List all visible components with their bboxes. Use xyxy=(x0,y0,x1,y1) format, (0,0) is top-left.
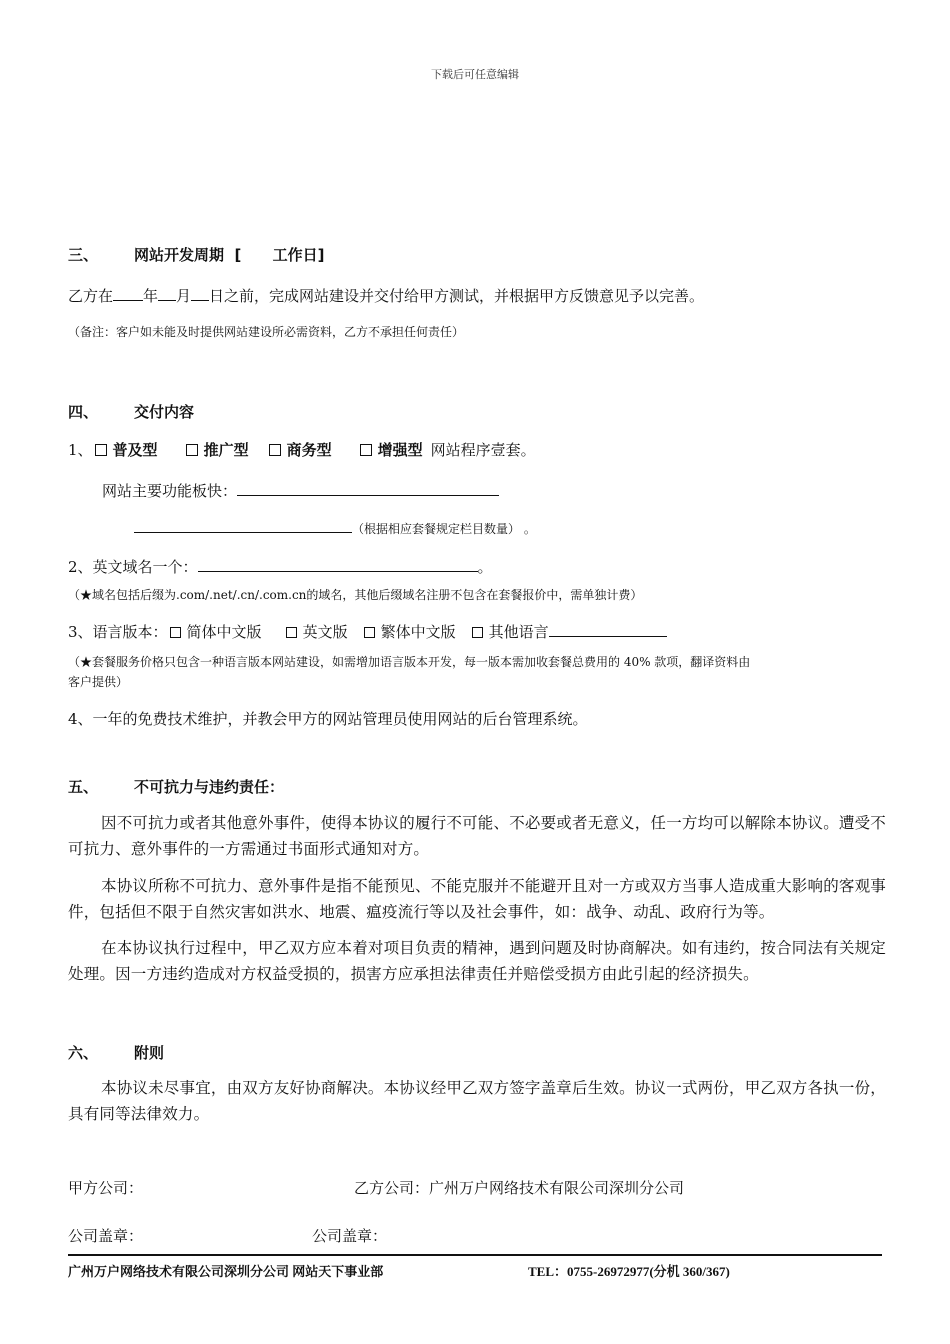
package-line xyxy=(68,439,536,460)
modules-blank-2[interactable] xyxy=(134,518,352,533)
year-blank[interactable] xyxy=(113,286,143,301)
party-a-company: 甲方公司： xyxy=(68,1179,144,1197)
section-4-title: 交付内容 xyxy=(134,403,195,421)
schedule-text-b: 年 xyxy=(143,287,159,305)
section-5-number: 五、 xyxy=(68,778,99,796)
party-b-company: 乙方公司：广州万户网络技术有限公司深圳分公司 xyxy=(354,1179,685,1197)
watermark-text: 下载后可任意编辑 xyxy=(431,68,519,81)
force-majeure-paragraph-3: 在本协议执行过程中，甲乙双方应本着对项目负责的精神，遇到问题及时协商解决。如有违约，按合同法有关规定处理。因一方违约造成对方权益受损的，损害方应承担法律责任并赔偿受损方由此引起的经济损失。 xyxy=(68,939,887,983)
domain-label: 2、英文域名一个： xyxy=(68,558,198,576)
footer-company: 广州万户网络技术有限公司深圳分公司 网站天下事业部 xyxy=(68,1264,384,1279)
section-4-heading xyxy=(68,401,194,422)
modules-line-2 xyxy=(134,518,536,537)
party-a-seal: 公司盖章： xyxy=(68,1227,144,1245)
checkbox-package-basic[interactable] xyxy=(95,444,107,456)
package-enhanced-label: 增强型 xyxy=(377,441,423,459)
modules-line xyxy=(102,480,499,501)
footer-divider xyxy=(68,1254,882,1256)
section-3-heading xyxy=(68,244,325,265)
day-blank[interactable] xyxy=(191,286,209,301)
checkbox-lang-english[interactable] xyxy=(286,627,297,638)
section-6-number: 六、 xyxy=(68,1044,99,1062)
checkbox-lang-traditional[interactable] xyxy=(364,627,375,638)
maintenance-line: 4、一年的免费技术维护，并教会甲方的网站管理员使用网站的后台管理系统。 xyxy=(68,710,588,728)
item-1-suffix: 网站程序壹套。 xyxy=(430,441,536,459)
domain-blank[interactable] xyxy=(198,557,478,572)
section-5-title: 不可抗力与违约责任： xyxy=(134,778,285,796)
checkbox-package-business[interactable] xyxy=(269,444,281,456)
language-note-1: （★套餐服务价格只包含一种语言版本网站建设，如需增加语言版本开发，每一版本需加收套餐总费用的 40% 款项，翻译资料由 xyxy=(68,655,751,669)
domain-suffix: 。 xyxy=(477,558,493,576)
package-basic-label: 普及型 xyxy=(112,441,158,459)
section-3-number: 三、 xyxy=(68,246,99,264)
package-promo-label: 推广型 xyxy=(203,441,249,459)
force-majeure-paragraph-2: 本协议所称不可抗力、意外事件是指不能预见、不能克服并不能避开且对一方或双方当事人造成重大影响的客观事件，包括但不限于自然灾害如洪水、地震、瘟疫流行等以及社会事件，如：战争、动乱、政府行为等。 xyxy=(68,877,887,921)
lang-traditional-label: 繁体中文版 xyxy=(380,623,456,641)
schedule-text-a: 乙方在 xyxy=(68,287,114,305)
checkbox-package-promo[interactable] xyxy=(186,444,198,456)
lang-simplified-label: 简体中文版 xyxy=(186,623,262,641)
section-4-number: 四、 xyxy=(68,403,99,421)
schedule-text-c: 月 xyxy=(176,287,192,305)
lang-english-label: 英文版 xyxy=(302,623,348,641)
domain-line xyxy=(68,556,493,577)
lang-other-blank[interactable] xyxy=(549,622,667,637)
section-6-heading xyxy=(68,1042,164,1063)
checkbox-package-enhanced[interactable] xyxy=(360,444,372,456)
party-b-seal: 公司盖章： xyxy=(312,1227,388,1245)
month-blank[interactable] xyxy=(158,286,176,301)
language-note-2: 客户提供） xyxy=(68,675,129,689)
footer-tel: TEL：0755-26972977(分机 360/367) xyxy=(528,1264,730,1279)
schedule-text-d: 日之前，完成网站建设并交付给甲方测试，并根据甲方反馈意见予以完善。 xyxy=(209,287,705,305)
section-6-title: 附则 xyxy=(134,1044,165,1062)
supplementary-paragraph: 本协议未尽事宜，由双方友好协商解决。本协议经甲乙双方签字盖章后生效。协议一式两份，甲乙双方各执一份，具有同等法律效力。 xyxy=(68,1079,887,1123)
lang-other-label: 其他语言 xyxy=(488,623,549,641)
force-majeure-paragraph-1: 因不可抗力或者其他意外事件，使得本协议的履行不可能、不必要或者无意义，任一方均可以解除本协议。遭受不可抗力、意外事件的一方需通过书面形式通知对方。 xyxy=(68,814,887,858)
language-label: 3、语言版本： xyxy=(68,623,168,641)
section-5-heading xyxy=(68,776,284,797)
item-1-prefix: 1、 xyxy=(68,441,93,459)
modules-blank[interactable] xyxy=(237,481,499,496)
package-business-label: 商务型 xyxy=(286,441,332,459)
schedule-line xyxy=(68,285,704,306)
domain-note: （★域名包括后缀为.com/.net/.cn/.com.cn的域名，其他后缀域名注册不包含在套餐报价中，需单独计费） xyxy=(68,588,643,602)
language-line xyxy=(68,621,667,642)
modules-note: （根据相应套餐规定栏目数量） 。 xyxy=(352,522,536,536)
schedule-note: （备注：客户如未能及时提供网站建设所必需资料，乙方不承担任何责任） xyxy=(68,325,465,339)
checkbox-lang-simplified[interactable] xyxy=(170,627,181,638)
section-3-title: 网站开发周期 [ 工作日] xyxy=(134,246,325,264)
checkbox-lang-other[interactable] xyxy=(472,627,483,638)
modules-label: 网站主要功能板快： xyxy=(102,482,238,500)
